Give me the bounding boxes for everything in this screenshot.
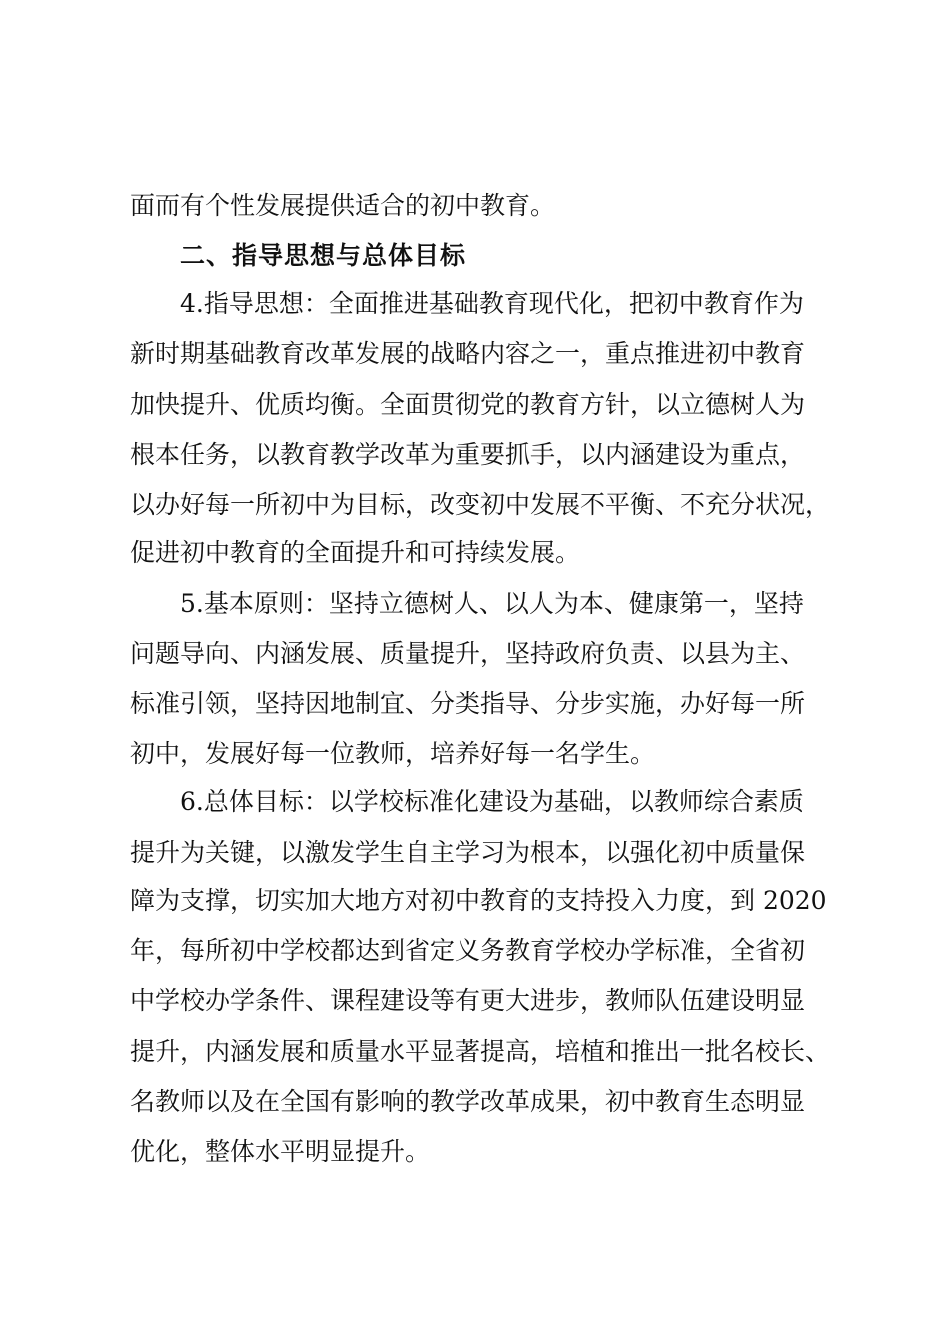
paragraph-line: 名教师以及在全国有影响的教学改革成果，初中教育生态明显 <box>130 1087 806 1116</box>
section-heading: 二、指导思想与总体目标 <box>180 241 467 270</box>
paragraph-line: 6.总体目标：以学校标准化建设为基础，以教师综合素质 <box>180 787 804 816</box>
paragraph-line: 4.指导思想：全面推进基础教育现代化，把初中教育作为 <box>180 289 804 318</box>
paragraph-line: 面而有个性发展提供适合的初中教育。 <box>130 191 556 220</box>
paragraph-line: 提升，内涵发展和质量水平显著提高，培植和推出一批名校长、 <box>130 1037 831 1066</box>
paragraph-line: 问题导向、内涵发展、质量提升，坚持政府负责、以县为主、 <box>130 639 806 668</box>
paragraph-line: 根本任务，以教育教学改革为重要抓手，以内涵建设为重点， <box>130 440 806 469</box>
paragraph-line: 提升为关键，以激发学生自主学习为根本，以强化初中质量保 <box>130 838 806 867</box>
paragraph-line: 标准引领，坚持因地制宜、分类指导、分步实施，办好每一所 <box>130 689 806 718</box>
paragraph-line: 初中，发展好每一位教师，培养好每一名学生。 <box>130 739 656 768</box>
paragraph-line: 障为支撑，切实加大地方对初中教育的支持投入力度，到 2020 <box>130 886 827 915</box>
paragraph-line: 促进初中教育的全面提升和可持续发展。 <box>130 538 581 567</box>
paragraph-line: 中学校办学条件、课程建设等有更大进步，教师队伍建设明显 <box>130 986 806 1015</box>
paragraph-line: 以办好每一所初中为目标，改变初中发展不平衡、不充分状况， <box>130 490 831 519</box>
paragraph-line: 加快提升、优质均衡。全面贯彻党的教育方针，以立德树人为 <box>130 390 806 419</box>
paragraph-line: 新时期基础教育改革发展的战略内容之一，重点推进初中教育 <box>130 339 806 368</box>
paragraph-line: 年，每所初中学校都达到省定义务教育学校办学标准，全省初 <box>130 936 806 965</box>
paragraph-line: 优化，整体水平明显提升。 <box>130 1137 431 1166</box>
paragraph-line: 5.基本原则：坚持立德树人、以人为本、健康第一，坚持 <box>180 589 804 618</box>
